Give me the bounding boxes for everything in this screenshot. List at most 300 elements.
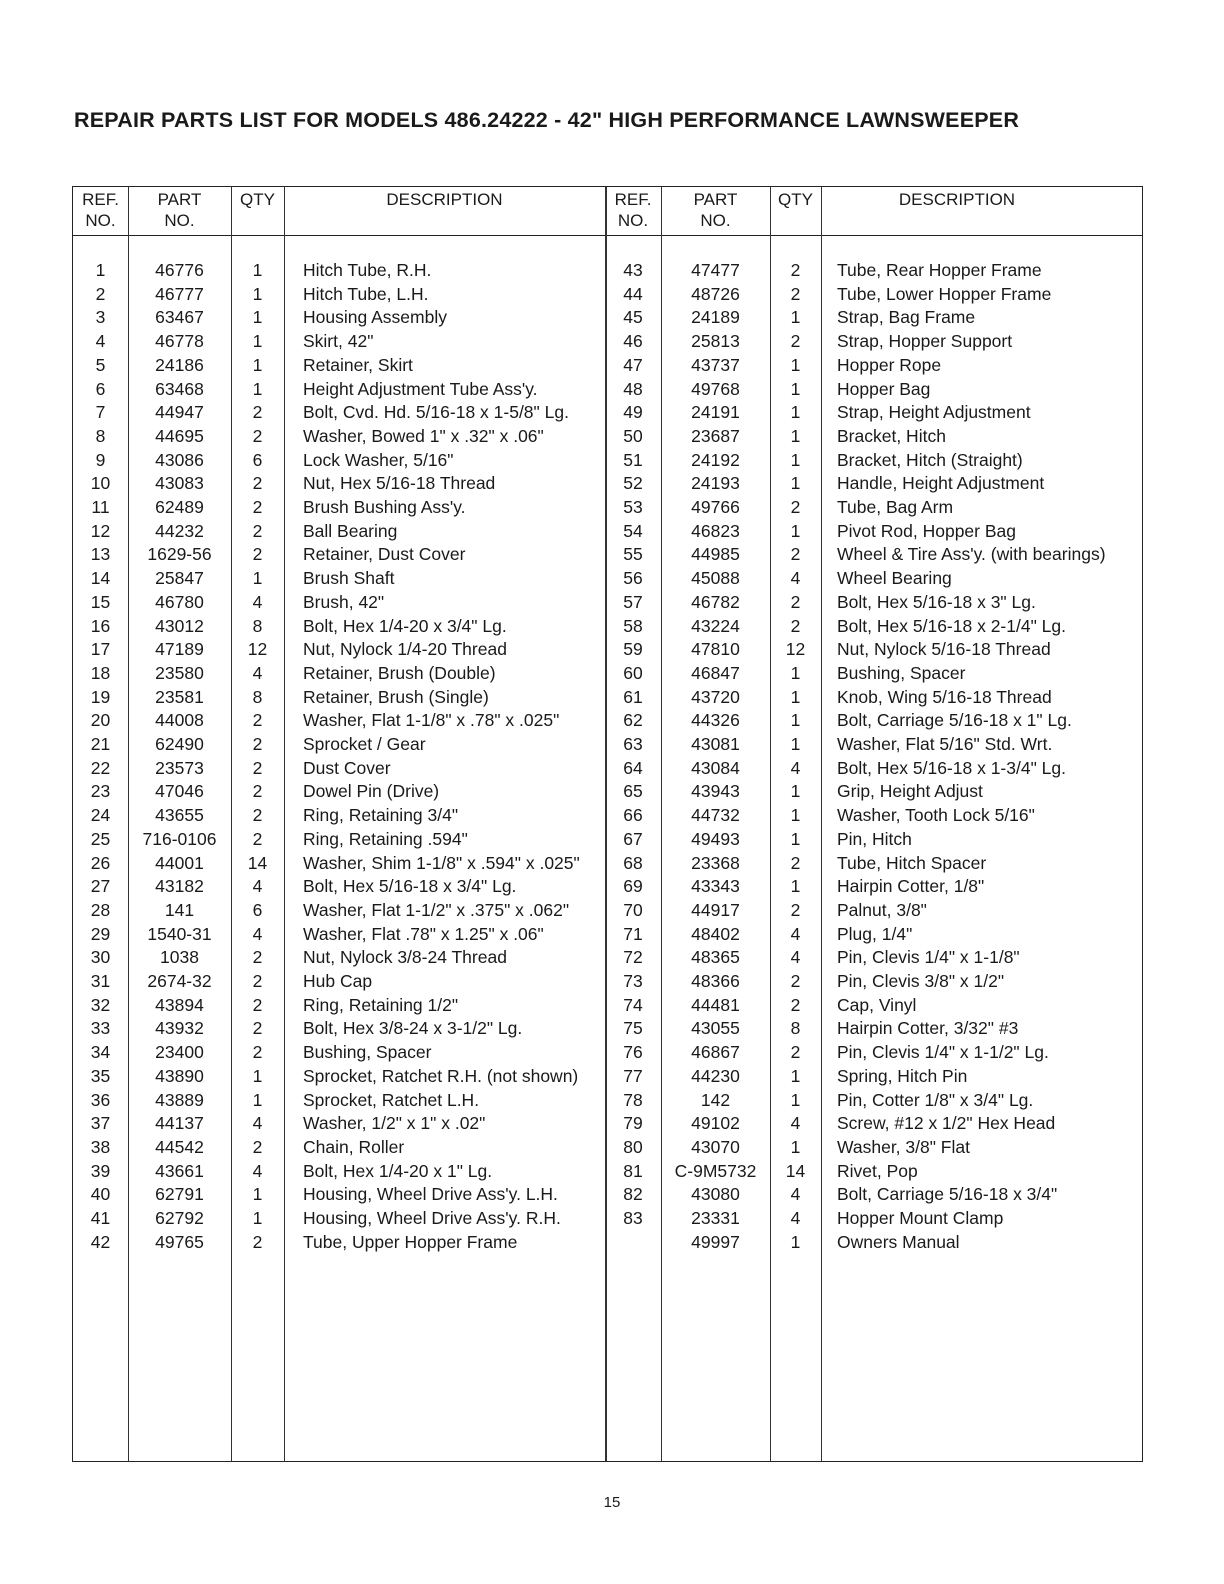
ref-no-cell: 15 [90, 591, 111, 612]
part-no-cell: 49997 [691, 1231, 740, 1252]
qty-cell: 1 [790, 686, 801, 707]
description-cell: Bolt, Hex 3/8-24 x 3-1/2" Lg. [303, 1018, 523, 1039]
ref-no-cell: 62 [623, 710, 643, 731]
qty-cell: 1 [790, 1231, 801, 1252]
description-cell: Ring, Retaining .594" [303, 828, 468, 849]
table-row [73, 1112, 1142, 1136]
description-cell: Washer, 3/8" Flat [837, 1136, 970, 1157]
table-row [73, 828, 1142, 852]
description-cell: Tube, Lower Hopper Frame [837, 283, 1052, 304]
part-no-cell: 46778 [155, 331, 204, 352]
description-cell: Palnut, 3/8" [837, 899, 927, 920]
ref-no-cell: 27 [90, 876, 111, 897]
ref-no-cell: 4 [95, 331, 106, 352]
table-row [73, 449, 1142, 473]
description-cell: Bolt, Hex 1/4-20 x 1" Lg. [303, 1160, 493, 1181]
header-rule [73, 235, 1142, 236]
qty-cell: 1 [252, 1065, 263, 1086]
table-row [73, 1089, 1142, 1113]
part-no-cell: 48402 [691, 923, 740, 944]
header-description: DESCRIPTION [386, 190, 503, 209]
ref-no-cell: 16 [90, 615, 111, 636]
qty-cell: 1 [790, 1065, 801, 1086]
ref-no-cell: 23 [90, 781, 111, 802]
ref-no-cell: 14 [90, 568, 111, 589]
qty-cell: 4 [790, 568, 801, 589]
qty-cell: 4 [790, 757, 801, 778]
qty-cell: 12 [785, 639, 806, 660]
qty-cell: 1 [790, 1136, 801, 1157]
part-no-cell: 1540-31 [147, 923, 212, 944]
table-row [73, 757, 1142, 781]
part-no-cell: 47810 [691, 639, 740, 660]
part-no-cell: 44001 [155, 852, 204, 873]
part-no-cell: 43012 [155, 615, 204, 636]
qty-cell: 4 [790, 1113, 801, 1134]
ref-no-cell: 77 [623, 1065, 643, 1086]
qty-cell: 1 [252, 307, 263, 328]
part-no-cell: 43943 [691, 781, 740, 802]
table-row [73, 662, 1142, 686]
description-cell: Owners Manual [837, 1231, 960, 1252]
qty-cell: 1 [252, 283, 263, 304]
table-row [73, 852, 1142, 876]
part-no-cell: 46782 [691, 591, 740, 612]
table-row [73, 780, 1142, 804]
description-cell: Lock Washer, 5/16" [303, 449, 454, 470]
qty-cell: 2 [252, 402, 263, 423]
qty-cell: 2 [790, 615, 801, 636]
description-cell: Retainer, Brush (Double) [303, 662, 496, 683]
description-cell: Strap, Height Adjustment [837, 402, 1031, 423]
ref-no-cell: 66 [623, 805, 643, 826]
description-cell: Hitch Tube, L.H. [303, 283, 429, 304]
table-row [73, 686, 1142, 710]
ref-no-cell: 36 [90, 1089, 111, 1110]
description-cell: Hopper Mount Clamp [837, 1208, 1004, 1228]
description-cell: Nut, Nylock 5/16-18 Thread [837, 639, 1051, 660]
description-cell: Bolt, Hex 5/16-18 x 2-1/4" Lg. [837, 615, 1066, 636]
table-row [73, 615, 1142, 639]
table-row [73, 520, 1142, 544]
table-row [73, 306, 1142, 330]
qty-cell: 8 [252, 615, 263, 636]
part-no-cell: 43081 [691, 734, 740, 754]
description-cell: Retainer, Skirt [303, 354, 413, 375]
part-no-cell: 44481 [691, 994, 740, 1015]
qty-cell: 1 [790, 378, 801, 399]
part-no-cell: 44230 [691, 1065, 740, 1086]
part-no-cell: 43932 [155, 1018, 204, 1039]
description-cell: Pin, Cotter 1/8" x 3/4" Lg. [837, 1089, 1034, 1110]
ref-no-cell: 34 [90, 1042, 111, 1063]
part-no-cell: 48366 [691, 971, 740, 991]
ref-no-cell: 69 [623, 876, 643, 897]
table-row [73, 1065, 1142, 1089]
description-cell: Nut, Hex 5/16-18 Thread [303, 473, 496, 494]
qty-cell: 1 [790, 710, 801, 731]
ref-no-cell: 20 [90, 710, 111, 731]
part-no-cell: 43889 [155, 1089, 204, 1110]
ref-no-cell: 18 [90, 662, 111, 683]
part-no-cell: 43080 [691, 1184, 740, 1205]
part-no-cell: 43737 [691, 354, 740, 375]
qty-cell: 2 [252, 994, 263, 1015]
qty-cell: 2 [790, 971, 801, 991]
ref-no-cell: 8 [95, 425, 106, 446]
page-title: REPAIR PARTS LIST FOR MODELS 486.24222 - 42" HIGH PERFORMANCE LAWNSWEEPER [74, 108, 1020, 132]
ref-no-cell: 58 [623, 615, 643, 636]
ref-no-cell: 53 [623, 497, 643, 517]
qty-cell: 4 [790, 923, 801, 944]
ref-no-cell: 73 [623, 971, 643, 991]
qty-cell: 1 [252, 378, 263, 399]
description-cell: Wheel Bearing [837, 568, 952, 589]
table-row [73, 946, 1142, 970]
table-row [73, 1183, 1142, 1207]
part-no-cell: 23580 [155, 662, 204, 683]
qty-cell: 2 [252, 947, 263, 968]
table-row [73, 330, 1142, 354]
description-cell: Housing Assembly [303, 307, 447, 328]
description-cell: Washer, Tooth Lock 5/16" [837, 805, 1035, 826]
ref-no-cell: 40 [90, 1184, 111, 1205]
description-cell: Tube, Upper Hopper Frame [303, 1231, 518, 1252]
qty-cell: 4 [790, 947, 801, 968]
qty-cell: 2 [252, 734, 263, 754]
part-no-cell: 23581 [155, 686, 204, 707]
part-no-cell: 49766 [691, 497, 740, 517]
header-part-no: PART NO. [693, 190, 738, 230]
qty-cell: 2 [252, 1018, 263, 1039]
table-row [73, 425, 1142, 449]
ref-no-cell: 82 [623, 1184, 643, 1205]
description-cell: Housing, Wheel Drive Ass'y. L.H. [303, 1184, 558, 1205]
part-no-cell: 46867 [691, 1042, 740, 1063]
ref-no-cell: 60 [623, 662, 643, 683]
part-no-cell: 43182 [155, 876, 204, 897]
description-cell: Bolt, Hex 5/16-18 x 3" Lg. [837, 591, 1036, 612]
description-cell: Nut, Nylock 1/4-20 Thread [303, 639, 507, 660]
part-no-cell: 62489 [155, 497, 204, 517]
qty-cell: 2 [252, 473, 263, 494]
ref-no-cell: 2 [95, 283, 106, 304]
part-no-cell: 43055 [691, 1018, 740, 1039]
description-cell: Bushing, Spacer [837, 662, 966, 683]
description-cell: Hub Cap [303, 971, 373, 991]
ref-no-cell: 71 [623, 923, 643, 944]
ref-no-cell: 44 [623, 283, 643, 304]
table-row [73, 1207, 1142, 1231]
description-cell: Strap, Bag Frame [837, 307, 976, 328]
header-qty: QTY [240, 190, 275, 209]
description-cell: Strap, Hopper Support [837, 331, 1013, 352]
qty-cell: 4 [790, 1184, 801, 1205]
ref-no-cell: 30 [90, 947, 111, 968]
qty-cell: 1 [252, 1208, 263, 1228]
description-cell: Washer, Flat 5/16" Std. Wrt. [837, 734, 1053, 754]
part-no-cell: 46847 [691, 662, 740, 683]
ref-no-cell: 74 [623, 994, 643, 1015]
part-no-cell: 62792 [155, 1208, 204, 1228]
qty-cell: 2 [252, 497, 263, 517]
table-row [73, 401, 1142, 425]
ref-no-cell: 10 [90, 473, 111, 494]
ref-no-cell: 55 [623, 544, 643, 565]
description-cell: Rivet, Pop [837, 1160, 918, 1181]
table-row [73, 970, 1142, 994]
qty-cell: 4 [252, 1160, 263, 1181]
table-row [73, 354, 1142, 378]
qty-cell: 2 [790, 544, 801, 565]
part-no-cell: 49765 [155, 1231, 204, 1252]
part-no-cell: 23573 [155, 757, 204, 778]
table-row [73, 709, 1142, 733]
qty-cell: 8 [252, 686, 263, 707]
qty-cell: 4 [252, 876, 263, 897]
description-cell: Ring, Retaining 3/4" [303, 805, 459, 826]
description-cell: Dust Cover [303, 757, 391, 778]
part-no-cell: 25847 [155, 568, 204, 589]
ref-no-cell: 72 [623, 947, 643, 968]
part-no-cell: 49768 [691, 378, 740, 399]
qty-cell: 2 [790, 283, 801, 304]
description-cell: Pin, Clevis 3/8" x 1/2" [837, 971, 1005, 991]
qty-cell: 1 [790, 520, 801, 541]
qty-cell: 1 [790, 662, 801, 683]
ref-no-cell: 79 [623, 1113, 643, 1134]
part-no-cell: 48365 [691, 947, 740, 968]
ref-no-cell: 38 [90, 1136, 111, 1157]
ref-no-cell: 24 [90, 805, 111, 826]
qty-cell: 1 [790, 1089, 801, 1110]
qty-cell: 2 [252, 971, 263, 991]
description-cell: Washer, Flat 1-1/2" x .375" x .062" [303, 899, 570, 920]
part-no-cell: 25813 [691, 331, 740, 352]
part-no-cell: 43084 [691, 757, 740, 778]
part-no-cell: 44732 [691, 805, 740, 826]
ref-no-cell: 76 [623, 1042, 643, 1063]
part-no-cell: 23368 [691, 852, 740, 873]
description-cell: Screw, #12 x 1/2" Hex Head [837, 1113, 1056, 1134]
ref-no-cell: 63 [623, 734, 643, 754]
ref-no-cell: 56 [623, 568, 643, 589]
table-row [73, 472, 1142, 496]
ref-no-cell: 25 [90, 828, 111, 849]
qty-cell: 1 [252, 1089, 263, 1110]
table-row [73, 733, 1142, 757]
ref-no-cell: 6 [95, 378, 106, 399]
description-cell: Bracket, Hitch [837, 425, 946, 446]
ref-no-cell: 11 [91, 497, 110, 517]
ref-no-cell: 35 [90, 1065, 111, 1086]
qty-cell: 1 [790, 781, 801, 802]
qty-cell: 2 [252, 1231, 263, 1252]
table-row [73, 1231, 1142, 1255]
qty-cell: 2 [252, 1042, 263, 1063]
part-no-cell: 46823 [691, 520, 740, 541]
qty-cell: 1 [790, 828, 801, 849]
ref-no-cell: 32 [90, 994, 111, 1015]
part-no-cell: 43343 [691, 876, 740, 897]
qty-cell: 2 [790, 899, 801, 920]
part-no-cell: 44917 [691, 899, 740, 920]
qty-cell: 4 [252, 923, 263, 944]
table-row [73, 259, 1142, 283]
description-cell: Bushing, Spacer [303, 1042, 432, 1063]
part-no-cell: 23687 [691, 425, 740, 446]
part-no-cell: 49493 [691, 828, 740, 849]
qty-cell: 2 [252, 520, 263, 541]
part-no-cell: 46780 [155, 591, 204, 612]
qty-cell: 2 [252, 544, 263, 565]
part-no-cell: 43655 [155, 805, 204, 826]
part-no-cell: 23331 [691, 1208, 740, 1228]
description-cell: Dowel Pin (Drive) [303, 781, 440, 802]
qty-cell: 6 [252, 899, 263, 920]
ref-no-cell: 21 [90, 734, 111, 754]
part-no-cell: 43070 [691, 1136, 740, 1157]
part-no-cell: 44695 [155, 425, 204, 446]
ref-no-cell: 7 [95, 402, 106, 423]
part-no-cell: 43890 [155, 1065, 204, 1086]
description-cell: Hopper Rope [837, 354, 942, 375]
table-row [73, 591, 1142, 615]
part-no-cell: 47189 [155, 639, 204, 660]
qty-cell: 1 [252, 354, 263, 375]
description-cell: Retainer, Dust Cover [303, 544, 466, 565]
ref-no-cell: 41 [90, 1208, 111, 1228]
description-cell: Washer, 1/2" x 1" x .02" [303, 1113, 486, 1134]
table-row [73, 1017, 1142, 1041]
ref-no-cell: 50 [623, 425, 643, 446]
description-cell: Bolt, Hex 5/16-18 x 3/4" Lg. [303, 876, 517, 897]
qty-cell: 2 [790, 1042, 801, 1063]
ref-no-cell: 47 [623, 354, 643, 375]
part-no-cell: 24189 [691, 307, 740, 328]
qty-cell: 14 [247, 852, 268, 873]
qty-cell: 12 [247, 639, 268, 660]
description-cell: Sprocket / Gear [303, 734, 426, 754]
description-cell: Hopper Bag [837, 378, 931, 399]
table-row [73, 1160, 1142, 1184]
description-cell: Hairpin Cotter, 1/8" [837, 876, 985, 897]
qty-cell: 1 [252, 1184, 263, 1205]
part-no-cell: 23400 [155, 1042, 204, 1063]
part-no-cell: 44985 [691, 544, 740, 565]
qty-cell: 4 [252, 1113, 263, 1134]
part-no-cell: 43720 [691, 686, 740, 707]
ref-no-cell: 75 [623, 1018, 643, 1039]
part-no-cell: 716-0106 [142, 828, 217, 849]
table-row [73, 994, 1142, 1018]
part-no-cell: 47477 [691, 260, 740, 280]
description-cell: Washer, Bowed 1" x .32" x .06" [303, 425, 544, 446]
part-no-cell: 43224 [691, 615, 740, 636]
part-no-cell: 63468 [155, 378, 204, 399]
part-no-cell: 141 [164, 899, 195, 920]
part-no-cell: 24193 [691, 473, 740, 494]
qty-cell: 1 [790, 876, 801, 897]
part-no-cell: 2674-32 [147, 971, 212, 991]
part-no-cell: 24186 [155, 354, 204, 375]
ref-no-cell: 31 [90, 971, 111, 991]
qty-cell: 2 [252, 805, 263, 826]
description-cell: Brush Bushing Ass'y. [303, 497, 466, 517]
description-cell: Cap, Vinyl [837, 994, 917, 1015]
qty-cell: 4 [252, 662, 263, 683]
description-cell: Pin, Hitch [837, 828, 912, 849]
description-cell: Plug, 1/4" [837, 923, 913, 944]
description-cell: Bolt, Hex 1/4-20 x 3/4" Lg. [303, 615, 507, 636]
qty-cell: 1 [252, 260, 263, 280]
qty-cell: 1 [790, 449, 801, 470]
description-cell: Pin, Clevis 1/4" x 1-1/2" Lg. [837, 1042, 1049, 1063]
description-cell: Skirt, 42" [303, 331, 374, 352]
part-no-cell: 44947 [155, 402, 204, 423]
table-row [73, 378, 1142, 402]
ref-no-cell: 29 [90, 923, 111, 944]
ref-no-cell: 13 [90, 544, 111, 565]
part-no-cell: 43661 [155, 1160, 204, 1181]
description-cell: Sprocket, Ratchet L.H. [303, 1089, 480, 1110]
header-ref-no: REF. NO. [614, 190, 652, 230]
description-cell: Brush, 42" [303, 591, 385, 612]
description-cell: Knob, Wing 5/16-18 Thread [837, 686, 1052, 707]
page-number: 15 [603, 1494, 621, 1511]
ref-no-cell: 54 [623, 520, 643, 541]
ref-no-cell: 33 [90, 1018, 111, 1039]
part-no-cell: 1629-56 [147, 544, 212, 565]
header-description: DESCRIPTION [898, 190, 1016, 209]
table-row [73, 1041, 1142, 1065]
description-cell: Bolt, Carriage 5/16-18 x 1" Lg. [837, 710, 1072, 731]
qty-cell: 1 [790, 307, 801, 328]
qty-cell: 2 [790, 497, 801, 517]
qty-cell: 1 [252, 331, 263, 352]
description-cell: Hitch Tube, R.H. [303, 260, 432, 280]
ref-no-cell: 19 [90, 686, 111, 707]
qty-cell: 1 [790, 805, 801, 826]
ref-no-cell: 42 [90, 1231, 111, 1252]
description-cell: Ring, Retaining 1/2" [303, 994, 459, 1015]
part-no-cell: 49102 [691, 1113, 740, 1134]
part-no-cell: 24191 [691, 402, 740, 423]
qty-cell: 6 [252, 449, 263, 470]
description-cell: Retainer, Brush (Single) [303, 686, 489, 707]
description-cell: Tube, Rear Hopper Frame [837, 260, 1042, 280]
part-no-cell: 44326 [691, 710, 740, 731]
qty-cell: 14 [785, 1160, 806, 1181]
qty-cell: 8 [790, 1018, 801, 1039]
description-cell: Bolt, Carriage 5/16-18 x 3/4" [837, 1184, 1058, 1205]
ref-no-cell: 37 [90, 1113, 111, 1134]
table-row [73, 543, 1142, 567]
description-cell: Nut, Nylock 3/8-24 Thread [303, 947, 507, 968]
ref-no-cell: 49 [623, 402, 643, 423]
part-no-cell: 45088 [691, 568, 740, 589]
part-no-cell: 44137 [155, 1113, 204, 1134]
table-row [73, 899, 1142, 923]
ref-no-cell: 70 [623, 899, 643, 920]
description-cell: Pivot Rod, Hopper Bag [837, 520, 1016, 541]
ref-no-cell: 68 [623, 852, 643, 873]
qty-cell: 2 [790, 260, 801, 280]
description-cell: Tube, Hitch Spacer [837, 852, 987, 873]
header-ref-no: REF. NO. [82, 190, 119, 230]
qty-cell: 2 [252, 1136, 263, 1157]
table-row [73, 567, 1142, 591]
